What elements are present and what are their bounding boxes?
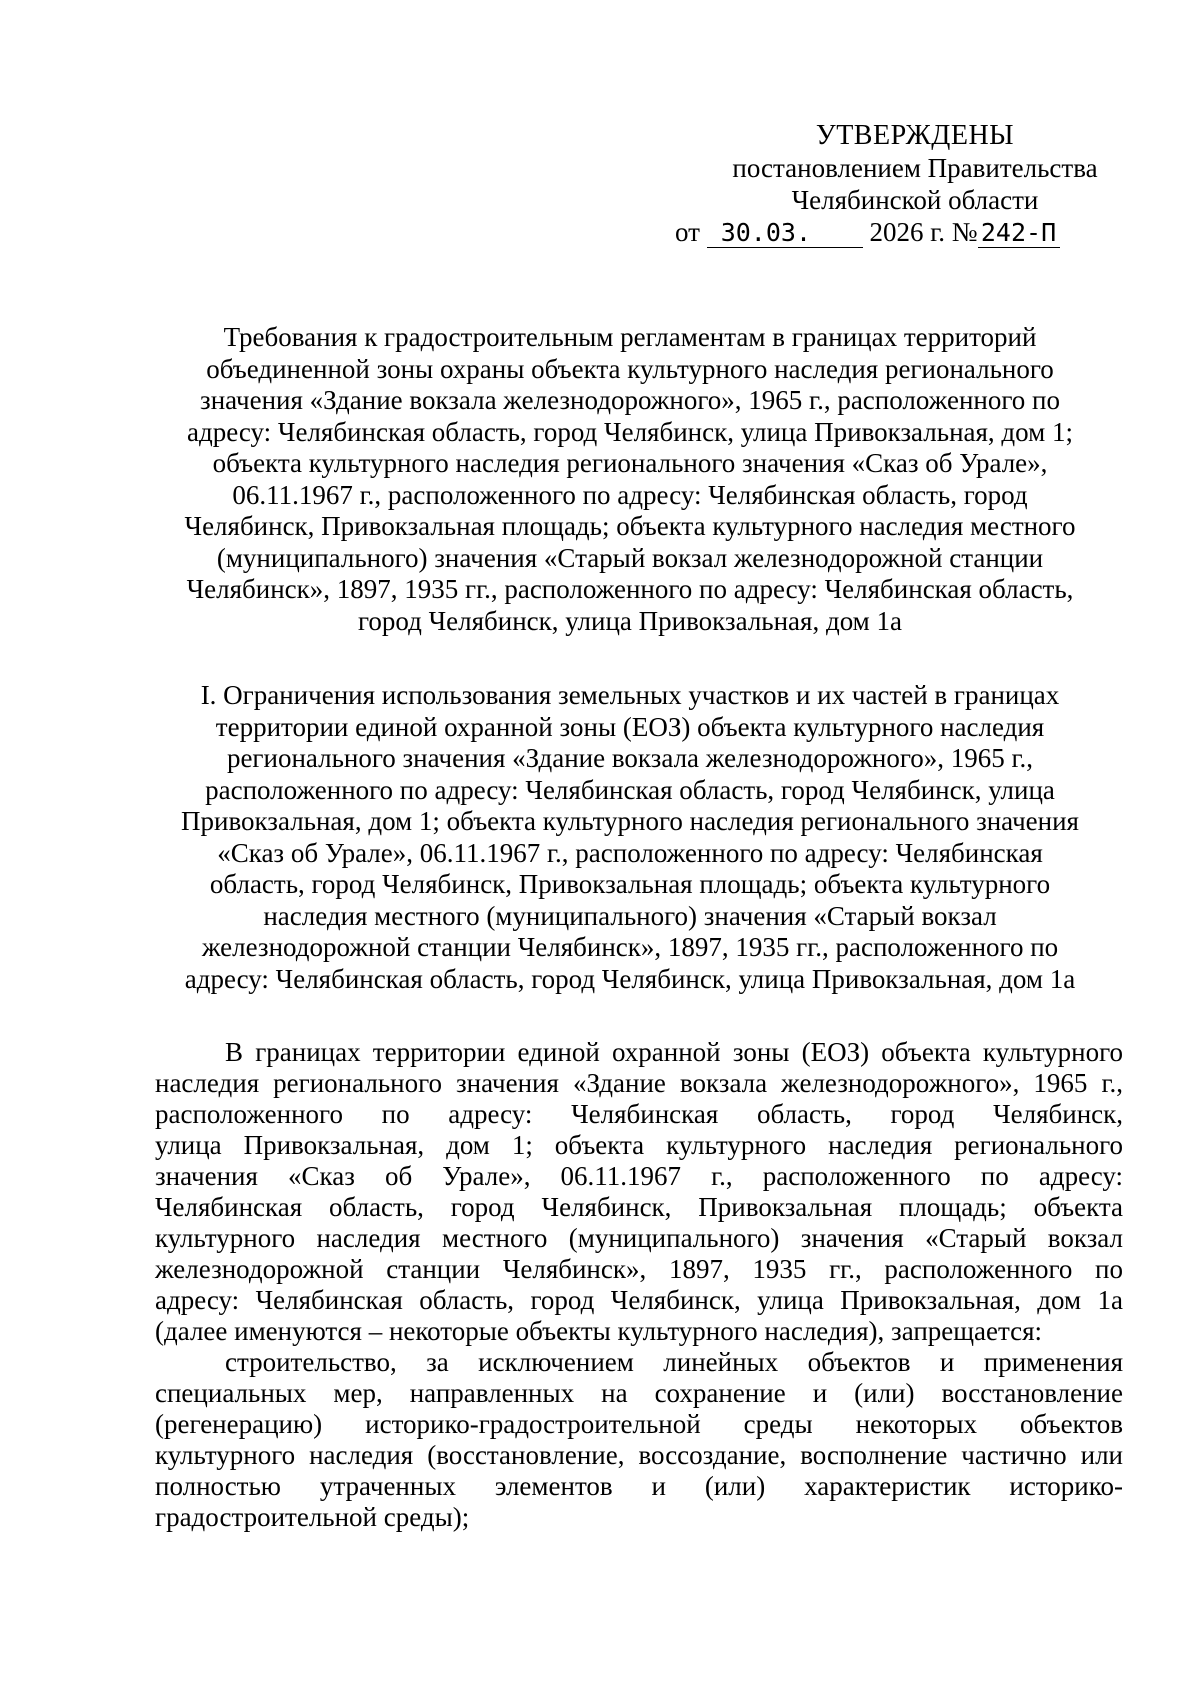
date-prefix: от	[675, 217, 700, 247]
section-heading	[150, 680, 1110, 995]
paragraph-line: улица Привокзальная, дом 1; объекта культурного наследия регионального	[155, 1130, 1123, 1160]
section-line: расположенного по адресу: Челябинская область, город Челябинск, улица	[205, 774, 1055, 805]
title-line: адресу: Челябинская область, город Челябинск, улица Привокзальная, дом 1;	[187, 416, 1073, 447]
title-line: значения «Здание вокзала железнодорожного», 1965 г., расположенного по	[200, 385, 1060, 415]
paragraph-line: расположенного по адресу: Челябинская область, город Челябинск,	[155, 1099, 1123, 1129]
approval-line-1: постановлением Правительства	[732, 153, 1098, 183]
section-line: железнодорожной станции Челябинск», 1897, 1935 гг., расположенного по	[201, 932, 1059, 962]
paragraph-line: (далее именуются – некоторые объекты культурного наследия), запрещается:	[155, 1316, 1043, 1346]
section-line: I. Ограничения использования земельных участков и их частей в границах	[200, 680, 1060, 710]
paragraph-line: (регенерацию) историко-градостроительной среды некоторых объектов	[155, 1409, 1123, 1439]
section-line: «Сказ об Урале», 06.11.1967 г., расположенного по адресу: Челябинская	[217, 837, 1043, 868]
paragraph-line: культурного наследия (восстановление, воссоздание, восполнение частично или	[155, 1440, 1123, 1470]
approval-line-2: Челябинской области	[791, 185, 1039, 215]
paragraph-line: специальных мер, направленных на сохранение и (или) восстановление	[155, 1378, 1123, 1408]
title-line: Челябинск, Привокзальная площадь; объекта культурного наследия местного	[184, 511, 1076, 541]
paragraph-line: адресу: Челябинская область, город Челябинск, улица Привокзальная, дом 1а	[155, 1285, 1123, 1315]
section-line: наследия местного (муниципального) значения «Старый вокзал	[263, 900, 997, 931]
paragraph-line: В границах территории единой охранной зоны (ЕОЗ) объекта культурного	[225, 1037, 1123, 1067]
paragraph-line: наследия регионального значения «Здание вокзала железнодорожного», 1965 г.,	[155, 1068, 1123, 1098]
paragraph-line: значения «Сказ об Урале», 06.11.1967 г., расположенного по адресу:	[155, 1161, 1123, 1191]
year-text: 2026 г. №	[869, 217, 978, 247]
approval-stamp	[675, 120, 1130, 248]
title-line: объединенной зоны охраны объекта культурного наследия регионального	[206, 353, 1054, 384]
paragraph-line: полностью утраченных элементов и (или) характеристик историко-	[155, 1471, 1123, 1501]
paragraph-line: строительство, за исключением линейных объектов и применения	[225, 1347, 1123, 1377]
title-line: город Челябинск, улица Привокзальная, дом 1а	[357, 605, 903, 636]
title-line: Челябинск», 1897, 1935 гг., расположенного по адресу: Челябинская область,	[186, 574, 1074, 604]
paragraph-line: культурного наследия местного (муниципального) значения «Старый вокзал	[155, 1223, 1123, 1253]
section-line: Привокзальная, дом 1; объекта культурного наследия регионального значения	[181, 806, 1079, 836]
title-line: 06.11.1967 г., расположенного по адресу: Челябинская область, город	[232, 479, 1028, 510]
title-line: Требования к градостроительным регламентам в границах территорий	[223, 322, 1037, 352]
section-line: адресу: Челябинская область, город Челябинск, улица Привокзальная, дом 1а	[184, 963, 1076, 994]
section-line: регионального значения «Здание вокзала железнодорожного», 1965 г.,	[226, 743, 1034, 773]
paragraph-line: железнодорожной станции Челябинск», 1897, 1935 гг., расположенного по	[155, 1254, 1123, 1284]
section-line: территории единой охранной зоны (ЕОЗ) объекта культурного наследия	[215, 711, 1045, 742]
approval-date-line	[675, 216, 1130, 248]
paragraph-line: Челябинская область, город Челябинск, Привокзальная площадь; объекта	[155, 1192, 1123, 1222]
body-text	[155, 1037, 1123, 1533]
title-line: (муниципального) значения «Старый вокзал железнодорожной станции	[216, 542, 1044, 573]
document-number: 242-П	[978, 219, 1060, 248]
date-value: 30.03.	[707, 219, 863, 248]
paragraph-line: градостроительной среды);	[155, 1502, 470, 1532]
title-line: объекта культурного наследия регионального значения «Сказ об Урале»,	[212, 448, 1048, 478]
section-line: область, город Челябинск, Привокзальная площадь; объекта культурного	[209, 869, 1051, 899]
document-title	[150, 322, 1110, 637]
approval-heading: УТВЕРЖДЕНЫ	[815, 120, 1015, 151]
